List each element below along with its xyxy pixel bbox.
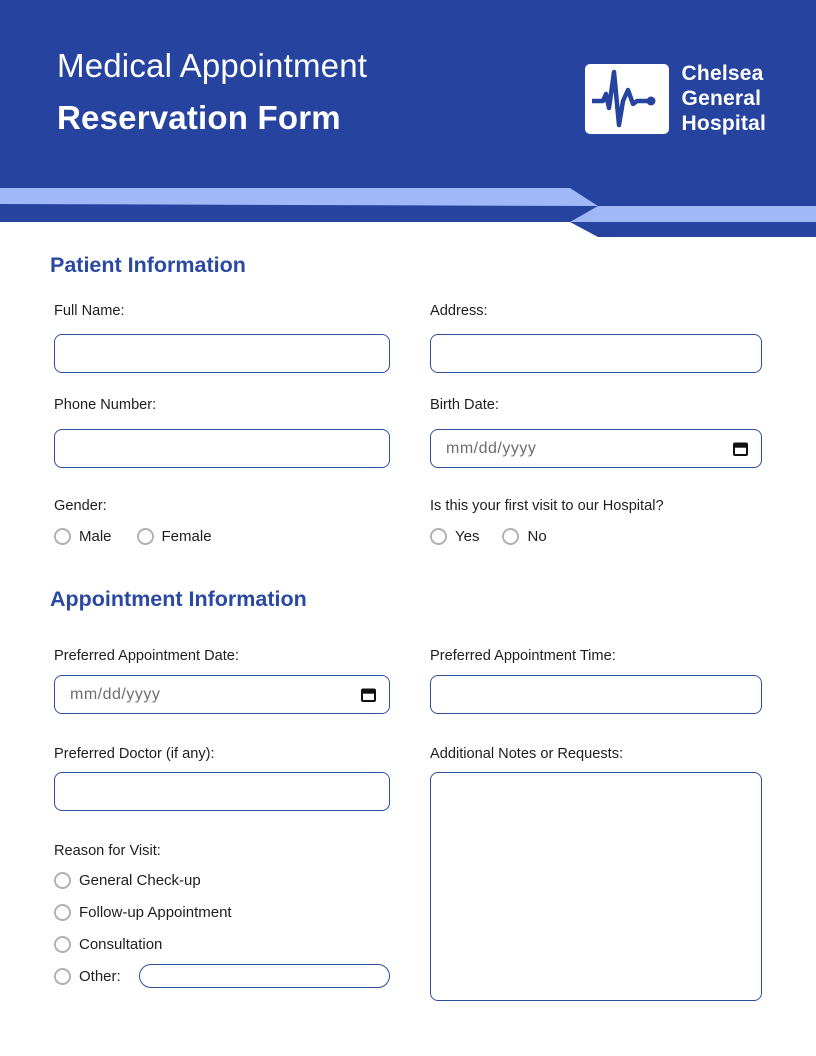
gender-male-label: Male xyxy=(79,528,112,545)
first-visit-yes-label: Yes xyxy=(455,528,480,545)
reason-option-general-checkup xyxy=(54,864,390,896)
reason-consultation-radio[interactable] xyxy=(54,936,71,953)
reason-general-checkup-radio[interactable] xyxy=(54,872,71,889)
reason-for-visit-label: Reason for Visit: xyxy=(54,843,161,859)
row-phone-birthdate xyxy=(54,395,762,468)
ekg-heartbeat-icon xyxy=(585,64,669,134)
phone-number-label: Phone Number: xyxy=(54,397,157,413)
calendar-icon[interactable] xyxy=(732,440,749,457)
birth-date-input[interactable] xyxy=(430,429,762,468)
reason-followup-label: Follow-up Appointment xyxy=(79,903,232,921)
gender-female-radio[interactable] xyxy=(137,528,154,545)
hospital-name xyxy=(682,61,766,136)
reason-other-radio[interactable] xyxy=(54,968,71,985)
preferred-date-input[interactable] xyxy=(54,675,390,714)
gender-radio-group xyxy=(54,528,390,545)
reason-consultation-label: Consultation xyxy=(79,935,163,953)
reason-option-other xyxy=(54,960,390,992)
page-title-line2: Reservation Form xyxy=(57,99,341,136)
gender-option-female xyxy=(137,528,212,545)
first-visit-yes-radio[interactable] xyxy=(430,528,447,545)
preferred-doctor-label: Preferred Doctor (if any): xyxy=(54,746,215,762)
reason-other-input[interactable] xyxy=(139,964,390,988)
gender-option-male xyxy=(54,528,112,545)
hospital-name-line3: Hospital xyxy=(681,112,766,135)
form-header xyxy=(0,0,816,188)
reason-general-checkup-label: General Check-up xyxy=(79,871,201,889)
row-name-address xyxy=(54,301,762,373)
preferred-time-input[interactable] xyxy=(430,675,762,714)
additional-notes-label: Additional Notes or Requests: xyxy=(430,746,624,762)
additional-notes-textarea[interactable] xyxy=(430,772,762,1001)
first-visit-no-radio[interactable] xyxy=(502,528,519,545)
row-date-time xyxy=(54,646,762,714)
appointment-information-heading: Appointment Information xyxy=(50,587,307,611)
row-gender-firstvisit xyxy=(54,496,762,545)
reason-other-label: Other: xyxy=(79,967,121,985)
gender-male-radio[interactable] xyxy=(54,528,71,545)
preferred-date-label: Preferred Appointment Date: xyxy=(54,648,239,664)
row-doctor-notes xyxy=(54,744,762,1001)
page-title-line1: Medical Appointment xyxy=(57,47,368,84)
gender-label: Gender: xyxy=(54,498,107,514)
hospital-name-line1: Chelsea xyxy=(681,62,764,85)
reason-option-followup xyxy=(54,896,390,928)
address-label: Address: xyxy=(430,303,488,319)
calendar-icon[interactable] xyxy=(360,686,377,703)
ribbon-divider xyxy=(0,188,816,237)
reason-option-consultation xyxy=(54,928,390,960)
hospital-name-line2: General xyxy=(681,87,762,110)
full-name-label: Full Name: xyxy=(54,303,125,319)
first-visit-option-no xyxy=(502,528,546,545)
birth-date-label: Birth Date: xyxy=(430,397,499,413)
hospital-logo xyxy=(585,61,766,136)
reason-radio-group xyxy=(54,864,390,992)
first-visit-option-yes xyxy=(430,528,479,545)
preferred-doctor-input[interactable] xyxy=(54,772,390,811)
page-title xyxy=(57,40,367,144)
first-visit-no-label: No xyxy=(527,528,547,545)
first-visit-label: Is this your first visit to our Hospital? xyxy=(430,498,664,514)
patient-information-heading: Patient Information xyxy=(50,253,246,277)
address-input[interactable] xyxy=(430,334,762,373)
first-visit-radio-group xyxy=(430,528,762,545)
gender-female-label: Female xyxy=(161,528,212,545)
form-body xyxy=(0,251,816,1001)
reason-followup-radio[interactable] xyxy=(54,904,71,921)
phone-number-input[interactable] xyxy=(54,429,390,468)
preferred-time-label: Preferred Appointment Time: xyxy=(430,648,616,664)
full-name-input[interactable] xyxy=(54,334,390,373)
